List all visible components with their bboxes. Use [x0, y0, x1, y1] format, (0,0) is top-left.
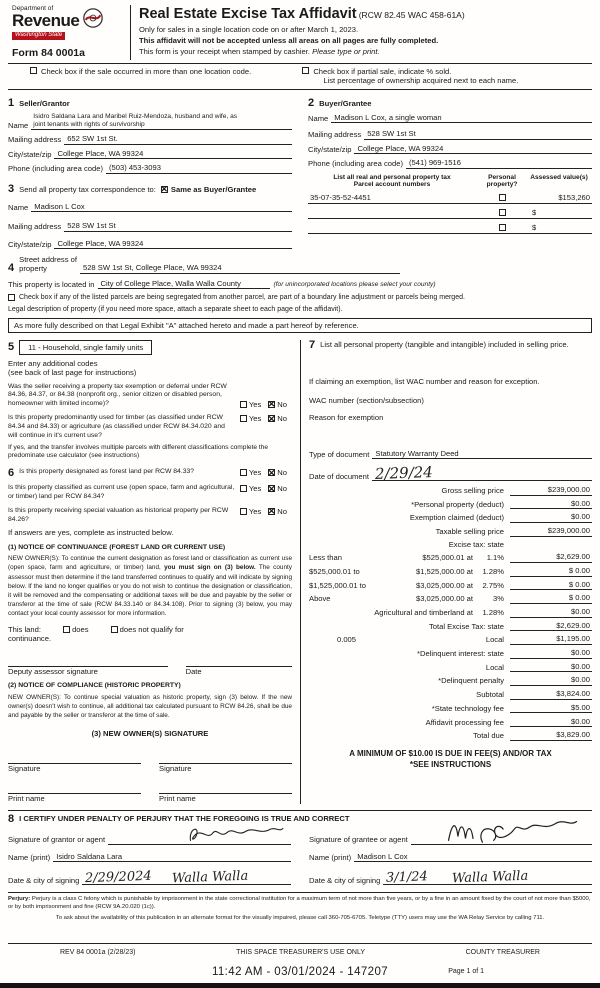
fee-pre: $1,525,000.01 to: [309, 580, 367, 590]
fee-amount: $3,829.00: [510, 730, 592, 740]
land-use-code-value: 11 - Household, single family units: [19, 340, 152, 354]
current-use-question: [8, 484, 292, 502]
s5-q1-yes-checkbox: [240, 401, 247, 408]
assessed-value: $153,260: [558, 193, 590, 203]
this-land-label: This land:: [8, 624, 41, 634]
multi-location-checkbox: [30, 67, 37, 74]
fee-pre: 0.005: [337, 635, 357, 645]
deputy-assessor-row: [8, 656, 292, 676]
does-not-checkbox: [111, 626, 118, 633]
fee-bracket-4: [309, 593, 592, 603]
partial-sale-label-line1: Check box if partial sale, indicate % sold.: [313, 66, 452, 76]
minimum-due-note: A MINIMUM OF $10.00 IS DUE IN FEE(S) AND/OR TAX: [349, 748, 552, 758]
additional-codes-label: Enter any additional codes: [8, 358, 98, 368]
street-address-value: 528 SW 1st St, College Place, WA 99324: [80, 263, 400, 273]
located-in-label: This property is located in: [8, 279, 95, 289]
parcel-table: [308, 174, 592, 234]
reason-exemption-label: Reason for exemption: [309, 413, 384, 423]
fee-rate: 1.28%: [482, 567, 504, 577]
does-not-label: does not qualify for: [119, 624, 184, 634]
exemption-blank-space: [309, 423, 592, 445]
certify-heading: I CERTIFY UNDER PENALTY OF PERJURY THAT THE FOREGOING IS TRUE AND CORRECT: [19, 814, 350, 824]
fee-exemption-deduct: [309, 512, 592, 522]
buyer-mailing-value: 528 SW 1st St: [364, 129, 592, 139]
s6-q1-yes-label: Yes: [248, 468, 262, 478]
buyer-name-value: Madison L Cox, a single woman: [331, 113, 592, 123]
section-8-number: 8: [8, 812, 15, 825]
fee-amount: $1,195.00: [510, 634, 592, 644]
correspondence-mailing-value: 528 SW 1st St: [64, 221, 292, 231]
grantee-name-label: Name (print): [309, 852, 352, 862]
notice-continuance-bold: you must sign on (3) below.: [164, 564, 256, 572]
timber-agriculture-question: [8, 414, 292, 440]
owner-signature-row: [8, 753, 292, 773]
exemption-intro: If claiming an exemption, list WAC number and reason for exception.: [309, 377, 540, 387]
header-note-1: Only for sales in a single location code on or after March 1, 2023.: [139, 24, 359, 34]
form-number: Form 84 0001a: [12, 46, 85, 59]
fee-label: Affidavit processing fee: [425, 717, 504, 727]
does-label: does: [72, 624, 89, 634]
personal-property-checkbox: [499, 209, 506, 216]
if-yes-note: If answers are yes, complete as instructed below.: [8, 528, 174, 538]
form-title-rcw: (RCW 82.45 WAC 458-61A): [358, 10, 465, 20]
exemption-deferral-question-text: Was the seller receiving a property tax exemption or deferral under RCW 84.36, 84.37, or 84.38 (nonprofit org., senior citizen or disabled person, homeowner with limited income)?: [8, 382, 227, 408]
seller-name-value-1: Isidro Saldana Lara and Maribel Ruiz-Mendoza, husband and wife, as: [33, 112, 238, 120]
s6-q1-yes-checkbox: [240, 469, 247, 476]
seller-heading: Seller/Grantor: [19, 98, 70, 108]
fee-label: Local: [485, 662, 504, 672]
doc-type-value: Statutory Warranty Deed: [372, 449, 592, 459]
fee-amount: $0.00: [510, 717, 592, 727]
parcel-col-header-line2: Parcel account numbers: [353, 181, 431, 189]
rev-number: REV 84 0001a (2/28/23): [60, 948, 136, 956]
fee-label: Excise tax: state: [448, 539, 504, 549]
fee-label: Gross selling price: [441, 486, 504, 496]
doc-date-handwritten: 2/29/24: [374, 462, 434, 483]
s6-q1-no-label: No: [277, 468, 287, 478]
personal-property-intro: List all personal property (tangible and intangible) included in selling price.: [320, 340, 569, 350]
doc-type-row: [309, 449, 592, 459]
segregated-label: Check box if any of the listed parcels are being segregated from another parcel, are part of a boundary line adjustment or parcels being merged.: [19, 294, 465, 302]
grantor-date-line: [82, 869, 291, 885]
fee-amount: $0.00: [510, 675, 592, 685]
buyer-name-label: Name: [308, 113, 329, 123]
certify-divider: [8, 810, 592, 811]
section-7-number: 7: [309, 339, 316, 352]
grantor-signature-label: Signature of grantor or agent: [8, 835, 106, 845]
fee-amount: $0.00: [510, 512, 592, 522]
fee-delinquent-interest-state: [309, 648, 592, 658]
grantee-city-handwritten: Walla Walla: [451, 869, 529, 887]
fee-amount: $ 0.00: [510, 593, 592, 603]
forest-land-question-text: Is this property designated as forest land per RCW 84.33?: [19, 468, 195, 476]
s6-q3-yes-checkbox: [240, 508, 247, 515]
grantor-signature: [185, 822, 287, 846]
s5-q1-no-label: No: [277, 399, 287, 409]
fee-subtotal: [309, 689, 592, 699]
fee-personal-deduct: [309, 499, 592, 509]
legal-description-label: Legal description of property (if you need more space, attach a separate sheet to each page of the affidavit).: [8, 305, 343, 313]
parties-section: [8, 93, 592, 249]
historical-property-question-text: Is this property receiving special valuation as historical property per RCW 84.26?: [8, 506, 229, 523]
fee-delinquent-penalty: [309, 675, 592, 685]
buyer-phone-value: (541) 969-1516: [406, 158, 592, 168]
fee-rate: 1.1%: [486, 553, 504, 563]
owner-signature-line-2: [159, 753, 292, 764]
top-checkboxes-row: [8, 67, 592, 86]
grantor-date-handwritten: 2/29/2024: [85, 869, 153, 887]
fee-delinquent-interest-local: [309, 662, 592, 672]
dor-emblem-icon: [82, 7, 104, 29]
fee-label: *Delinquent interest: state: [417, 649, 504, 659]
fee-label: $1,525,000.00 at: [415, 567, 473, 577]
personal-property-col-header: Personal property?: [486, 173, 518, 189]
fee-amount: $5.00: [510, 703, 592, 713]
s5-q2-yes-label: Yes: [248, 414, 262, 424]
forest-land-question: [8, 468, 292, 479]
fee-label: Agricultural and timberland at: [374, 608, 473, 618]
fee-label: *Delinquent penalty: [438, 676, 504, 686]
page-number: Page 1 of 1: [448, 967, 484, 975]
section-4-number: 4: [8, 261, 15, 274]
assessed-value: $: [532, 208, 537, 218]
fee-rate: 2.75%: [482, 580, 504, 590]
s6-q2-no-label: No: [277, 484, 287, 494]
wac-number-label: WAC number (section/subsection): [309, 395, 424, 405]
buyer-heading: Buyer/Grantee: [319, 98, 372, 108]
s5-q2-no-checkbox: [268, 415, 275, 422]
multi-location-item: [8, 67, 288, 86]
fee-taxable: [309, 526, 592, 536]
fee-amount: $0.00: [510, 499, 592, 509]
deputy-assessor-signature-line: [8, 656, 168, 667]
correspondence-name-label: Name: [8, 202, 29, 212]
washington-state-label: Washington State: [12, 32, 65, 40]
grantor-name-label: Name (print): [8, 852, 51, 862]
header-note-2: This affidavit will not be accepted unless all areas on all pages are fully completed.: [139, 35, 439, 45]
correspondence-csz-value: College Place, WA 99324: [54, 239, 292, 249]
owner-signature-line-1: [8, 753, 141, 764]
fee-label: $3,025,000.00 at: [415, 594, 473, 604]
fee-amount: $ 0.00: [510, 566, 592, 576]
doc-date-line: [372, 462, 592, 483]
fee-gross: [309, 485, 592, 495]
fee-amount: $2,629.00: [510, 621, 592, 631]
alternate-format-note: To ask about the availability of this publication in an alternate format for the visually impaired, please call 360-705-6705. Teletype (TTY) users may use the WA Relay Service by calling 711.: [55, 915, 545, 922]
scan-edge-bar: [0, 983, 600, 988]
fee-technology: [309, 703, 592, 713]
checks-divider: [8, 89, 592, 90]
fee-label: Total Excise Tax: state: [429, 621, 504, 631]
partial-sale-checkbox: [302, 67, 309, 74]
owner-printname-label-1: Print name: [8, 794, 45, 804]
s6-q3-yes-label: Yes: [248, 506, 262, 516]
header-note-3-italic: Please type or print.: [312, 46, 380, 56]
fee-label: Taxable selling price: [435, 527, 504, 537]
fee-amount: $239,000.00: [510, 485, 592, 495]
buyer-phone-label: Phone (including area code): [308, 159, 403, 169]
seller-name-label: Name: [8, 120, 29, 130]
grantee-signature: [441, 814, 582, 846]
personal-property-checkbox: [499, 194, 506, 201]
doc-date-row: [309, 462, 592, 483]
seller-csz-label: City/state/zip: [8, 149, 52, 159]
certify-section: [8, 814, 592, 885]
seller-phone-value: (503) 453-3093: [106, 163, 292, 173]
fee-label: *State technology fee: [431, 703, 504, 713]
located-in-value: City of College Place, Walla Walla County: [98, 279, 270, 289]
parcel-col-header-line1: List all real and personal property tax: [333, 173, 451, 181]
street-address-label: [19, 256, 80, 273]
personal-property-checkbox: [499, 224, 506, 231]
s5-q1-yes-label: Yes: [248, 399, 262, 409]
s6-q2-no-checkbox: [268, 485, 275, 492]
fee-label: *Personal property (deduct): [411, 499, 504, 509]
fee-rate: 1.28%: [482, 608, 504, 618]
fee-pre: Above: [309, 594, 331, 604]
header-note-3: [139, 47, 592, 56]
same-as-buyer-label: Same as Buyer/Grantee: [170, 184, 257, 194]
same-as-buyer-checkbox: [161, 186, 168, 193]
does-option: [63, 625, 89, 634]
grantor-date-label: Date & city of signing: [8, 875, 80, 885]
correspondence-csz-label: City/state/zip: [8, 239, 52, 249]
s6-q1-no-checkbox: [268, 469, 275, 476]
correspondence-heading: Send all property tax correspondence to:: [19, 184, 156, 194]
fee-label: $3,025,000.00 at: [415, 580, 473, 590]
fee-amount: $ 0.00: [510, 580, 592, 590]
dept-name-label: Revenue: [12, 11, 80, 31]
does-not-option: [111, 625, 184, 634]
notice-continuance-pre: NEW OWNER(S): To continue the current designation as forest land or classification as current use (open space, farm and agriculture, or timber) land,: [8, 555, 292, 572]
grantee-date-label: Date & city of signing: [309, 875, 381, 885]
seller-mailing-value: 652 SW 1st St.: [64, 134, 292, 144]
partial-sale-item: [288, 67, 592, 86]
seller-name-field: [31, 113, 292, 130]
header-divider: [8, 63, 592, 64]
located-in-note: (for unincorporated locations please select your county): [273, 280, 436, 288]
section-6-number: 6: [8, 467, 15, 480]
fee-local: [309, 634, 592, 644]
cashier-stamp: 11:42 AM - 03/01/2024 - 147207: [211, 965, 389, 978]
section-2-number: 2: [308, 96, 315, 109]
deputy-date-line: [186, 656, 292, 667]
header-note-3-text: This form is your receipt when stamped by cashier.: [139, 46, 310, 56]
dept-of-label: Department of: [12, 5, 54, 12]
fee-table: [309, 485, 592, 741]
correspondence-mailing-label: Mailing address: [8, 222, 62, 232]
fee-agricultural: [309, 607, 592, 617]
footer-divider: [8, 943, 592, 944]
fee-bracket-3: [309, 580, 592, 590]
fee-amount: $239,000.00: [510, 526, 592, 536]
land-qualify-row: [8, 625, 292, 634]
fee-total-due: [309, 730, 592, 740]
see-instructions-note: *SEE INSTRUCTIONS: [409, 759, 492, 769]
fee-total-excise-state: [309, 621, 592, 631]
owner-printname-row: [8, 783, 292, 803]
fee-label: Subtotal: [476, 690, 504, 700]
timber-agriculture-question-text: Is this property predominantly used for timber (as classified under RCW 84.34 and 84.33) or agriculture (as classified under RCW 84.34.020 and will continue in it's current use?: [8, 414, 225, 439]
fee-amount: $0.00: [510, 607, 592, 617]
fee-pre: $525,000.01 to: [309, 567, 360, 577]
section-3-number: 3: [8, 182, 15, 195]
partial-sale-label-line2: List percentage of ownership acquired next to each name.: [323, 76, 519, 86]
buyer-csz-value: College Place, WA 99324: [354, 144, 592, 154]
s6-q2-yes-label: Yes: [248, 484, 262, 494]
fee-amount: $0.00: [510, 648, 592, 658]
grantee-name-value: Madison L Cox: [354, 852, 592, 862]
treasurer-space-label: THIS SPACE TREASURER'S USE ONLY: [236, 948, 365, 956]
continuance-label: continuance.: [8, 634, 52, 644]
property-section: [8, 256, 592, 333]
s6-q2-yes-checkbox: [240, 485, 247, 492]
current-use-question-text: Is this property classified as current use (open space, farm and agricultural, or timber) land per RCW 84.34?: [8, 484, 235, 500]
seller-phone-label: Phone (including area code): [8, 164, 103, 174]
fee-pre: Less than: [309, 553, 342, 563]
parcel-row: [308, 189, 592, 204]
new-owners-signature-title: (3) NEW OWNER(S) SIGNATURE: [91, 729, 209, 739]
grantee-date-line: [383, 869, 592, 885]
predominate-use-note: If yes, and the transfer involves multiple parcels with different classifications complete the predominate use calculator (see instructions): [8, 443, 269, 459]
owner-printname-line-1: [8, 783, 141, 794]
fee-label: Exemption claimed (deduct): [409, 513, 504, 523]
fee-label: $525,000.01 at: [422, 553, 473, 563]
deputy-assessor-label: Deputy assessor signature: [8, 666, 98, 676]
s5-q1-no-checkbox: [268, 401, 275, 408]
personal-property-blank-space: [309, 351, 592, 377]
segregated-checkbox: [8, 294, 15, 301]
title-block: [130, 5, 592, 60]
seller-mailing-label: Mailing address: [8, 135, 62, 145]
perjury-text: Perjury is a class C felony which is punishable by imprisonment in the state correctional institution for a maximum term of not more than five years, or by a fine in an amount fixed by the court of not more than $5000, or by both imprisonment and fine (RCW 9A.20.020 (1c)).: [8, 896, 591, 911]
perjury-bold: Perjury:: [8, 896, 31, 903]
historical-property-question: [8, 507, 292, 525]
fee-label: Local: [485, 635, 504, 645]
fee-bracket-1: [309, 552, 592, 562]
does-checkbox: [63, 626, 70, 633]
parcel-row: [308, 204, 592, 219]
footer: [8, 940, 592, 979]
buyer-mailing-label: Mailing address: [308, 130, 362, 140]
s5-q2-no-label: No: [277, 414, 287, 424]
fee-bracket-2: [309, 566, 592, 576]
street-address-label-line2: property: [19, 263, 47, 273]
deputy-date-label: Date: [185, 666, 202, 676]
form-header: [8, 5, 592, 60]
owner-printname-line-2: [159, 783, 292, 794]
perjury-divider: [8, 892, 592, 893]
notice-continuance-body: [8, 554, 292, 618]
grantor-name-value: Isidro Saldana Lara: [53, 852, 291, 862]
s6-q3-no-checkbox: [268, 508, 275, 515]
exemption-deferral-question: [8, 383, 292, 409]
personal-property-intro-row: [309, 340, 592, 351]
middle-section: [8, 340, 592, 804]
doc-date-label: Date of document: [309, 471, 369, 481]
additional-codes-note: (see back of last page for instructions): [8, 368, 137, 378]
fee-amount: $2,629.00: [510, 552, 592, 562]
section-5-number: 5: [8, 340, 15, 353]
county-treasurer-label: COUNTY TREASURER: [465, 948, 540, 956]
s6-q3-no-label: No: [277, 506, 287, 516]
street-address-label-line1: Street address of: [19, 255, 77, 265]
s5-q2-yes-checkbox: [240, 415, 247, 422]
grantee-signature-label: Signature of grantee or agent: [309, 835, 408, 845]
grantee-date-handwritten: 3/1/24: [386, 869, 429, 887]
correspondence-name-value: Madison L Cox: [31, 202, 292, 212]
form-title: Real Estate Excise Tax Affidavit: [139, 6, 357, 22]
segregated-item: [8, 294, 592, 303]
notice-continuance-title: (1) NOTICE OF CONTINUANCE (FOREST LAND OR CURRENT USE): [8, 543, 226, 551]
partial-sale-label: [313, 67, 518, 86]
notice-compliance-title: (2) NOTICE OF COMPLIANCE (HISTORIC PROPERTY): [8, 682, 181, 690]
grantee-signature-line: [411, 833, 592, 845]
parcel-row: [308, 219, 592, 234]
multi-location-label: Check box if the sale occurred in more than one location code.: [41, 66, 252, 76]
fee-amount: $3,824.00: [510, 689, 592, 699]
notice-continuance-post: The county assessor must then determine if the land transferred continues to qualify and will indicate by signing below. If the land no longer qualifies or you do not wish to continue the designation or classification, it will be removed and the compensating or additional taxes will be due and payable by the seller or transferor at the time of sale (RCW 84.33.140 or 84.34.108). Prior to signing (3) below, you may contact your local county assessor for more information.: [8, 564, 292, 617]
land-use-code-row: [8, 340, 292, 354]
doc-type-label: Type of document: [309, 449, 370, 459]
legal-description-value: As more fully described on that Legal Exhibit "A" attached hereto and made a part hereof by reference.: [8, 318, 592, 333]
assessed-value: $: [532, 223, 537, 233]
perjury-notice: [8, 896, 592, 912]
seller-name-value-2: joint tenants with rights of survivorship: [33, 121, 145, 129]
fee-label: Total due: [473, 731, 504, 741]
grantor-signature-line: [108, 833, 291, 845]
fee-excise-header: [309, 540, 592, 549]
owner-signature-label-1: Signature: [8, 763, 41, 773]
owner-signature-label-2: Signature: [159, 763, 192, 773]
notice-compliance-body: NEW OWNER(S): To continue special valuation as historic property, sign (3) below. If the new owner(s) doesn't wish to continue, all additional tax calculated pursuant to RCW 84.26, shall be due and payable by the seller or transferor at the time of sale.: [8, 693, 292, 720]
owner-printname-label-2: Print name: [159, 794, 196, 804]
grantor-city-handwritten: Walla Walla: [171, 869, 249, 887]
parcel-number: 35-07-35-52-4451: [310, 193, 371, 203]
section-1-number: 1: [8, 96, 15, 109]
assessed-value-col-header: Assessed value(s): [530, 173, 588, 181]
buyer-csz-label: City/state/zip: [308, 144, 352, 154]
parcel-col-header: [308, 174, 476, 189]
fee-amount: $0.00: [510, 662, 592, 672]
dor-logo: [8, 5, 130, 60]
seller-csz-value: College Place, WA 99324: [54, 149, 292, 159]
fee-processing: [309, 717, 592, 727]
fee-rate: 3%: [493, 594, 504, 604]
